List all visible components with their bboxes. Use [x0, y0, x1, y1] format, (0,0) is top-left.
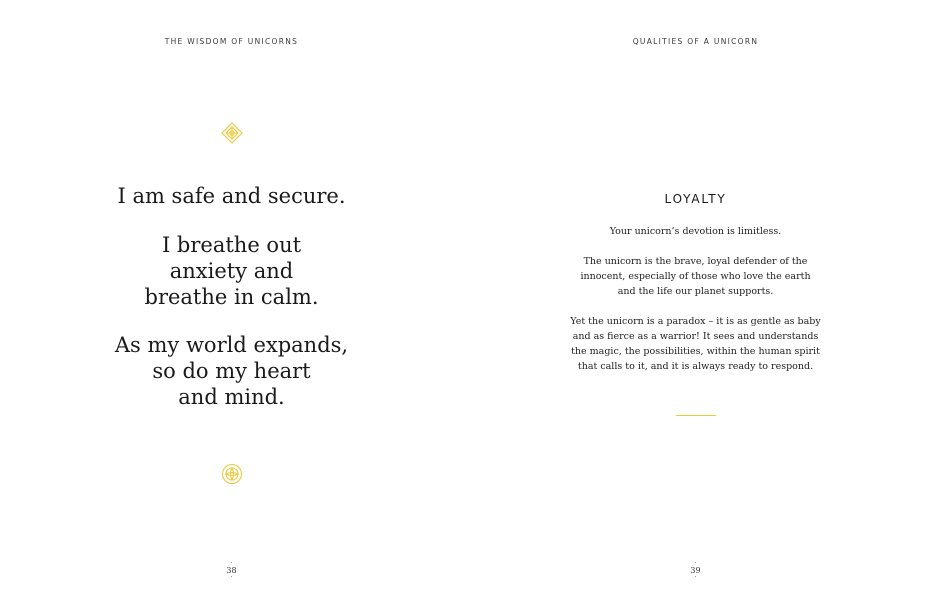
- gold-divider: [676, 415, 716, 416]
- body-paragraph: [464, 224, 927, 239]
- affirmation-line: breathe in calm.: [144, 285, 319, 309]
- body-paragraph: [464, 254, 927, 299]
- body-line: innocent, especially of those who love the earth: [580, 271, 811, 282]
- body-line: and as fierce as a warrior! It sees and understands: [572, 331, 819, 342]
- diamond-flower-icon: [221, 122, 243, 144]
- page-number-text: 38: [226, 566, 237, 575]
- running-head-left: THE WISDOM OF UNICORNS: [164, 37, 299, 46]
- affirmation-line: I am safe and secure.: [117, 184, 346, 208]
- body-line: the magic, the possibilities, within the human spirit: [571, 346, 820, 357]
- running-head-right: QUALITIES OF A UNICORN: [632, 37, 759, 46]
- affirmation-line: I breathe out: [161, 233, 302, 257]
- body-line: Yet the unicorn is a paradox – it is as gentle as baby: [570, 316, 821, 327]
- right-page: [464, 0, 927, 600]
- affirmation-stanza: [0, 232, 463, 310]
- section-body: [464, 224, 927, 389]
- page-number-left: [0, 561, 463, 580]
- body-line: that calls to it, and it is always ready to respond.: [577, 361, 814, 372]
- affirmation-line: so do my heart: [152, 359, 311, 383]
- left-page: [0, 0, 463, 600]
- page-number-right: [464, 561, 927, 580]
- section-title: LOYALTY: [664, 192, 727, 206]
- folio-dot: ·: [230, 574, 233, 581]
- body-line: The unicorn is the brave, loyal defender of the: [583, 256, 808, 267]
- body-line: and the life our planet supports.: [617, 286, 774, 297]
- affirmation-stanza: [0, 332, 463, 410]
- affirmation-line: and mind.: [178, 385, 285, 409]
- affirmation-line: anxiety and: [169, 259, 294, 283]
- affirmation-line: As my world expands,: [114, 333, 349, 357]
- body-line: Your unicorn’s devotion is limitless.: [609, 226, 782, 237]
- folio-dot: ·: [694, 574, 697, 581]
- page-number-text: 39: [690, 566, 701, 575]
- folio-dot: ·: [694, 560, 697, 567]
- circle-flower-icon: [221, 463, 243, 485]
- affirmation-text: [0, 183, 463, 432]
- folio-dot: ·: [230, 560, 233, 567]
- body-paragraph: [464, 314, 927, 374]
- affirmation-stanza: [0, 183, 463, 209]
